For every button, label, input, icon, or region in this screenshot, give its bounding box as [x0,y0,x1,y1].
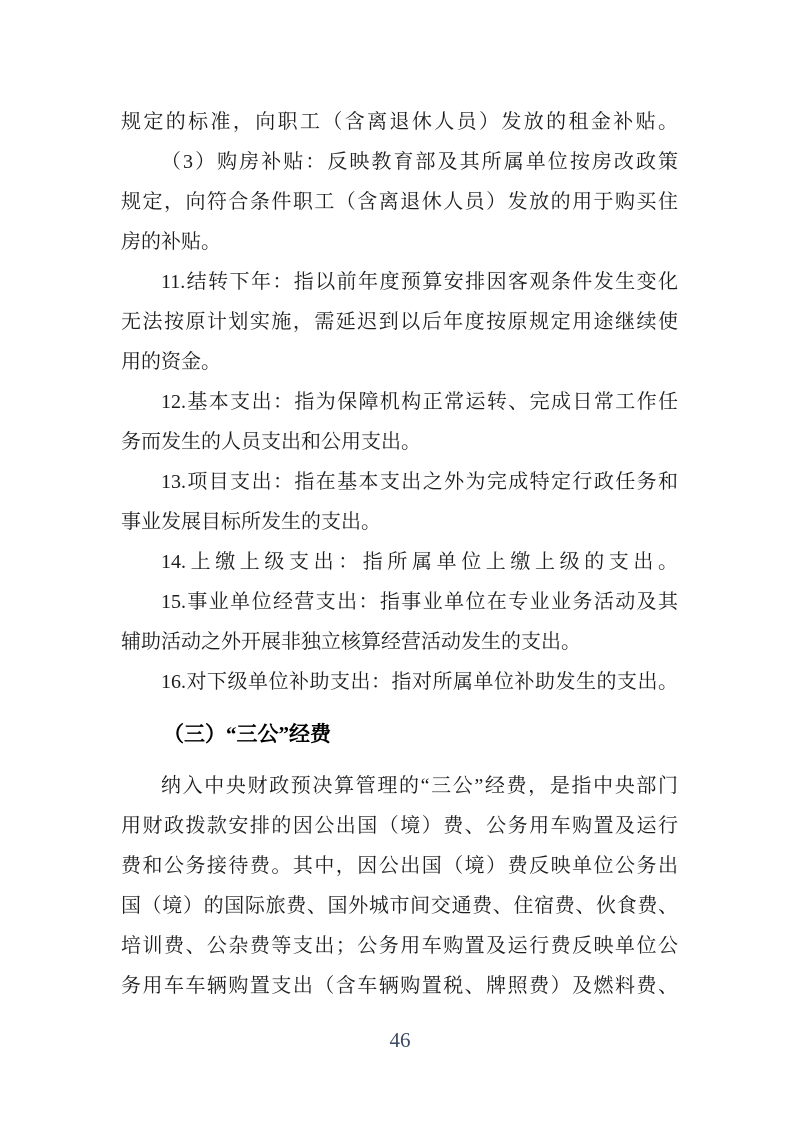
text-line: 辅助活动之外开展非独立核算经营活动发生的支出。 [121,631,581,653]
page-number: 46 [389,1028,411,1052]
text-line: 12.基本支出：指为保障机构正常运转、完成日常工作任 [161,391,678,413]
text-line: 13.项目支出：指在基本支出之外为完成特定行政任务和 [161,471,678,493]
text-line: 用财政拨款安排的因公出国（境）费、公务用车购置及运行 [121,815,678,837]
text-line: 纳入中央财政预决算管理的“三公”经费，是指中央部门 [161,775,678,797]
text-line: 规定的标准，向职工（含离退休人员）发放的租金补贴。 [121,111,678,133]
page-body [121,102,678,1006]
text-line: 规定，向符合条件职工（含离退休人员）发放的用于购买住 [121,191,678,213]
section-heading: （三）“三公”经费 [163,722,331,746]
text-line: 11.结转下年：指以前年度预算安排因客观条件发生变化 [161,271,678,293]
text-line: 务用车车辆购置支出（含车辆购置税、牌照费）及燃料费、 [121,975,678,997]
text-line: （3）购房补贴：反映教育部及其所属单位按房改政策 [161,151,678,173]
text-line: 15.事业单位经营支出：指事业单位在专业业务活动及其 [161,591,678,613]
text-line: 培训费、公杂费等支出；公务用车购置及运行费反映单位公 [121,935,678,957]
text-line: 用的资金。 [121,351,221,373]
text-line: 无法按原计划实施，需延迟到以后年度按原规定用途继续使 [121,311,678,333]
text-line: 房的补贴。 [121,231,221,253]
text-line: 16.对下级单位补助支出：指对所属单位补助发生的支出。 [161,671,678,693]
page-footer [0,1026,800,1054]
text-line: 14.上缴上级支出：指所属单位上缴上级的支出。 [161,551,678,573]
text-line: 事业发展目标所发生的支出。 [121,511,381,533]
text-line: 费和公务接待费。其中，因公出国（境）费反映单位公务出 [121,855,678,877]
text-line: 国（境）的国际旅费、国外城市间交通费、住宿费、伙食费、 [121,895,678,917]
text-line: 务而发生的人员支出和公用支出。 [121,431,421,453]
